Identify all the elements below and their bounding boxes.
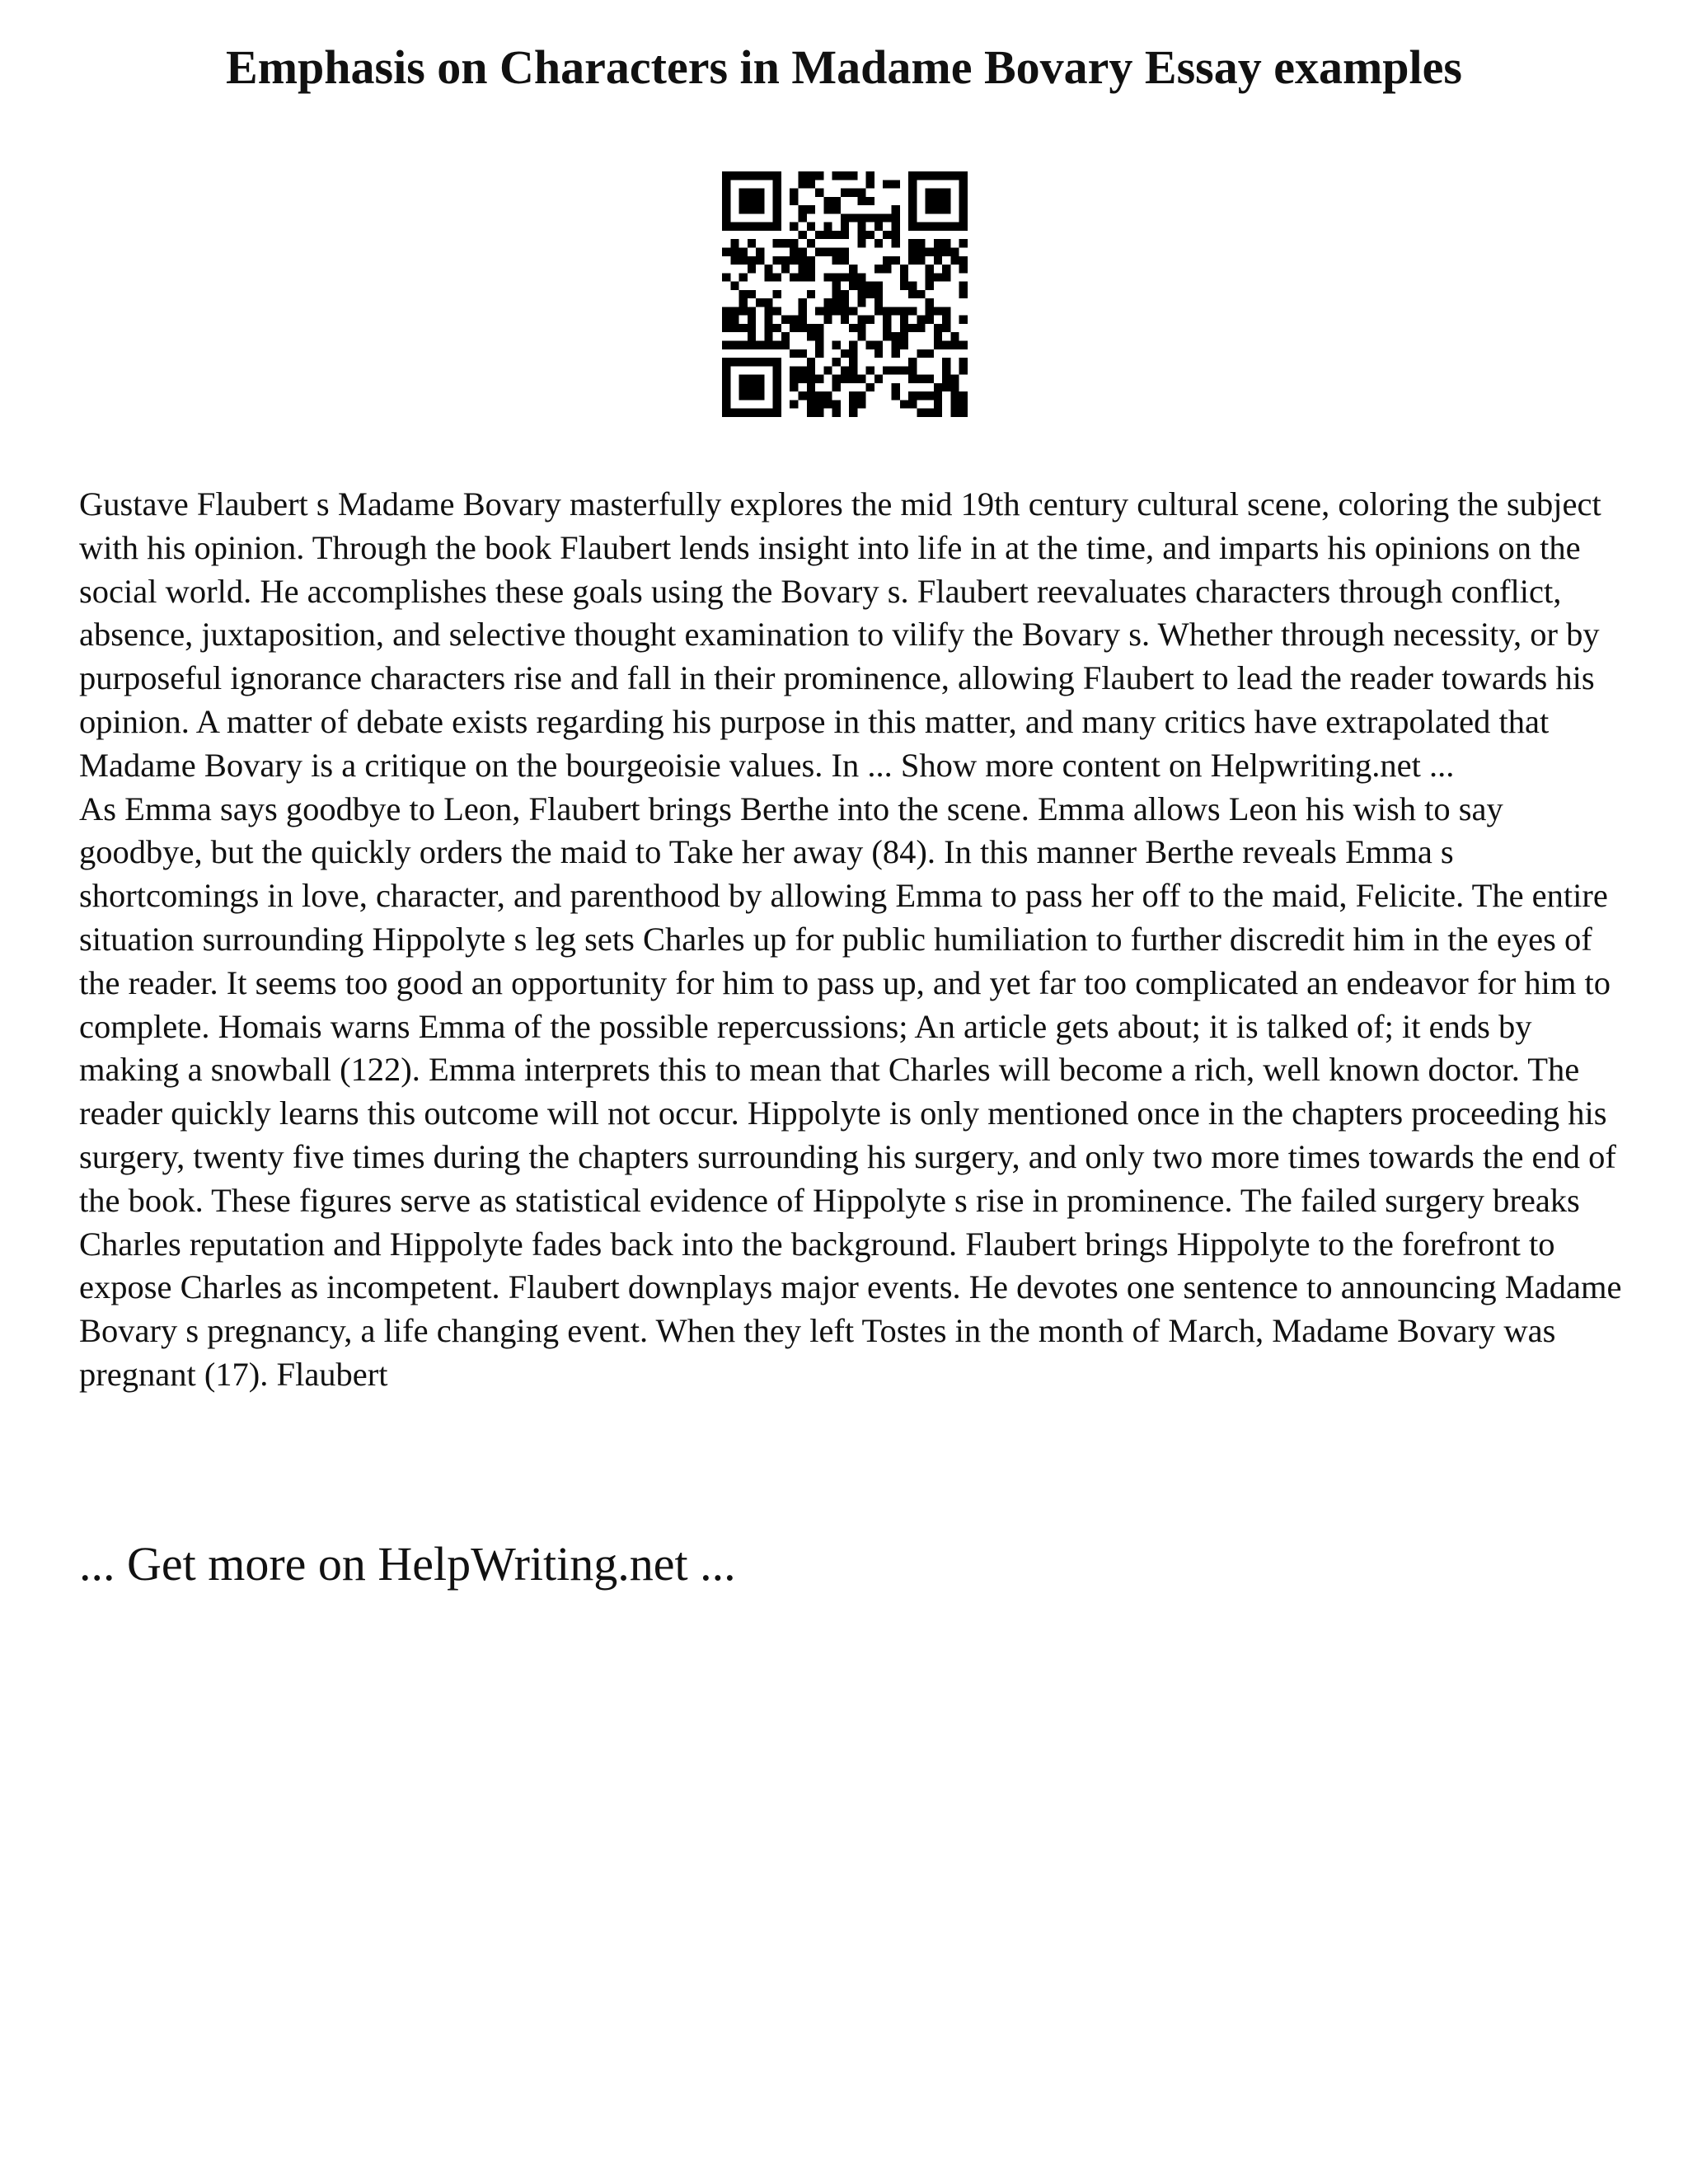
essay-paragraph-1: Gustave Flaubert s Madame Bovary masterfully explores the mid 19th century cultural scene, coloring the subject with his opinion. Through the book Flaubert lends insight into life in at the time, and imparts his opinions on the social world. He accomplishes these goals using the Bovary s. Flaubert reevaluates characters through conflict, absence, juxtaposition, and selective thought examination to vilify the Bovary s. Whether through necessity, or by purposeful ignorance characters rise and fall in their prominence, allowing Flaubert to lead the reader towards his opinion. A matter of debate exists regarding his purpose in this matter, and many critics have extrapolated that Madame Bovary is a critique on the bourgeoisie values. In ... Show more content on Helpwriting.net ... [79,485,1601,784]
essay-body [79,483,1629,1397]
page-title: Emphasis on Characters in Madame Bovary Essay examples [226,40,1462,94]
get-more-link[interactable]: ... Get more on HelpWriting.net ... [79,1537,736,1591]
essay-paragraph-2: As Emma says goodbye to Leon, Flaubert brings Berthe into the scene. Emma allows Leon his wish to say goodbye, but the quickly orders the maid to Take her away (84). In this manner Berthe reveals Emma s shortcomings in love, character, and parenthood by allowing Emma to pass her off to the maid, Felicite. The entire situation surrounding Hippolyte s leg sets Charles up for public humiliation to further discredit him in the eyes of the reader. It seems too good an opportunity for him to pass up, and yet far too complicated an endeavor for him to complete. Homais warns Emma of the possible repercussions; An article gets about; it is talked of; it ends by making a snowball (122). Emma interprets this to mean that Charles will become a rich, well known doctor. The reader quickly learns this outcome will not occur. Hippolyte is only mentioned once in the chapters proceeding his surgery, twenty five times during the chapters surrounding his surgery, and only two more times towards the end of the book. These figures serve as statistical evidence of Hippolyte s rise in prominence. The failed surgery breaks Charles reputation and Hippolyte fades back into the background. Flaubert brings Hippolyte to the forefront to expose Charles as incompetent. Flaubert downplays major events. He devotes one sentence to announcing Madame Bovary s pregnancy, a life changing event. When they left Tostes in the month of March, Madame Bovary was pregnant (17). Flaubert [79,790,1622,1393]
qr-code-icon [722,171,968,417]
